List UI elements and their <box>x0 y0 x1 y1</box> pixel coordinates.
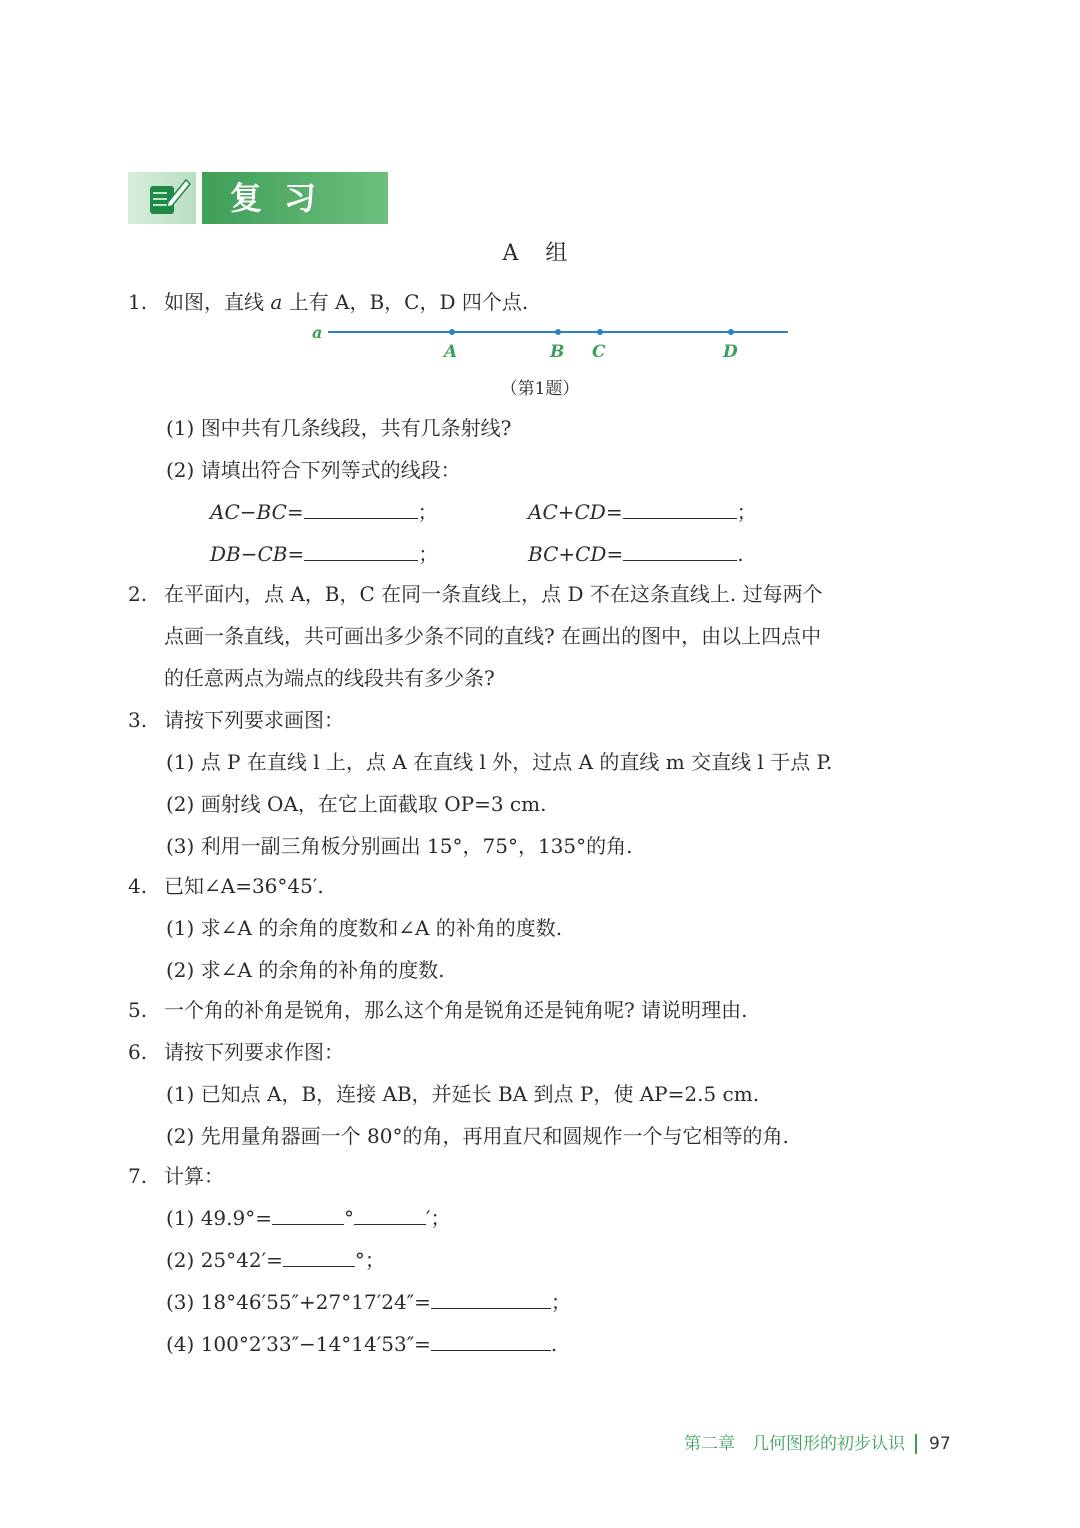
point-label: B <box>550 342 565 362</box>
question-1-part-2: (2) 请填出符合下列等式的线段： <box>166 458 461 482</box>
question-number: 3. <box>128 708 148 732</box>
question-5: 5. 一个角的补角是锐角，那么这个角是锐角还是钝角呢? 请说明理由. <box>128 998 748 1022</box>
answer-blank[interactable] <box>431 1332 551 1351</box>
point-c <box>597 329 603 335</box>
question-7-part-1: (1) 49.9°= ° ′； <box>166 1206 451 1230</box>
equation: AC+CD= ； <box>528 500 757 524</box>
question-3-part-2: (2) 画射线 OA，在它上面截取 OP=3 cm. <box>166 792 547 816</box>
question-2-line: 的任意两点为端点的线段共有多少条? <box>164 666 495 690</box>
question-6-part-1: (1) 已知点 A，B，连接 AB，并延长 BA 到点 P，使 AP=2.5 cm. <box>166 1082 760 1106</box>
point-d <box>728 329 734 335</box>
question-3-part-1: (1) 点 P 在直线 l 上，点 A 在直线 l 外，过点 A 的直线 m 交直线 l 于点 P. <box>166 750 833 774</box>
question-7-part-3: (3) 18°46′55″+27°17′24″= ； <box>166 1290 571 1314</box>
question-7: 7. 计算： <box>128 1164 224 1188</box>
question-3-part-3: (3) 利用一副三角板分别画出 15°，75°，135°的角. <box>166 834 633 858</box>
page-footer <box>684 1430 951 1458</box>
group-title: A 组 <box>502 241 578 266</box>
question-4-part-1: (1) 求∠A 的余角的度数和∠A 的补角的度数. <box>166 916 563 940</box>
point-label: C <box>592 342 606 362</box>
answer-blank[interactable] <box>431 1290 551 1309</box>
answer-blank[interactable] <box>623 542 737 561</box>
question-number: 6. <box>128 1040 148 1064</box>
question-6-part-2: (2) 先用量角器画一个 80°的角，再用直尺和圆规作一个与它相等的角. <box>166 1124 789 1148</box>
question-number: 2. <box>128 582 148 606</box>
point-label: D <box>723 342 738 362</box>
question-7-part-2: (2) 25°42′= °； <box>166 1248 385 1272</box>
question-2-line: 点画一条直线，共可画出多少条不同的直线? 在画出的图中，由以上四点中 <box>164 624 822 648</box>
question-number: 1. <box>128 290 148 314</box>
point-label: A <box>444 342 458 362</box>
answer-blank[interactable] <box>272 1206 344 1225</box>
question-4: 4. 已知∠A=36°45′. <box>128 874 324 898</box>
question-1: 1. 如图，直线 a 上有 A，B，C，D 四个点. <box>128 290 529 314</box>
answer-blank[interactable] <box>304 542 418 561</box>
question-7-part-4: (4) 100°2′33″−14°14′53″= . <box>166 1332 558 1356</box>
question-6: 6. 请按下列要求作图： <box>128 1040 344 1064</box>
chapter-title: 第二章 几何图形的初步认识 <box>684 1434 905 1454</box>
pencil-notebook-icon <box>128 172 196 224</box>
equation: BC+CD= . <box>528 542 744 566</box>
equation: AC−BC= ； <box>210 500 438 524</box>
question-2: 2. 在平面内，点 A，B，C 在同一条直线上，点 D 不在这条直线上. 过每两个 <box>128 582 823 606</box>
line-figure <box>300 318 800 370</box>
answer-blank[interactable] <box>283 1248 355 1267</box>
figure-caption: （第1题） <box>500 379 580 399</box>
point-a <box>449 329 455 335</box>
question-number: 4. <box>128 874 148 898</box>
question-1-part-1: (1) 图中共有几条线段，共有几条射线? <box>166 416 512 440</box>
page-number: 97 <box>915 1434 951 1454</box>
section-banner <box>128 172 388 269</box>
question-3: 3. 请按下列要求画图： <box>128 708 344 732</box>
equation: DB−CB= ； <box>210 542 439 566</box>
line-label: a <box>312 323 323 342</box>
answer-blank[interactable] <box>623 500 737 519</box>
question-4-part-2: (2) 求∠A 的余角的补角的度数. <box>166 958 445 982</box>
question-number: 5. <box>128 998 148 1022</box>
section-title: 复习题 <box>202 172 388 224</box>
question-number: 7. <box>128 1164 148 1188</box>
point-b <box>555 329 561 335</box>
answer-blank[interactable] <box>304 500 418 519</box>
answer-blank[interactable] <box>354 1206 426 1225</box>
